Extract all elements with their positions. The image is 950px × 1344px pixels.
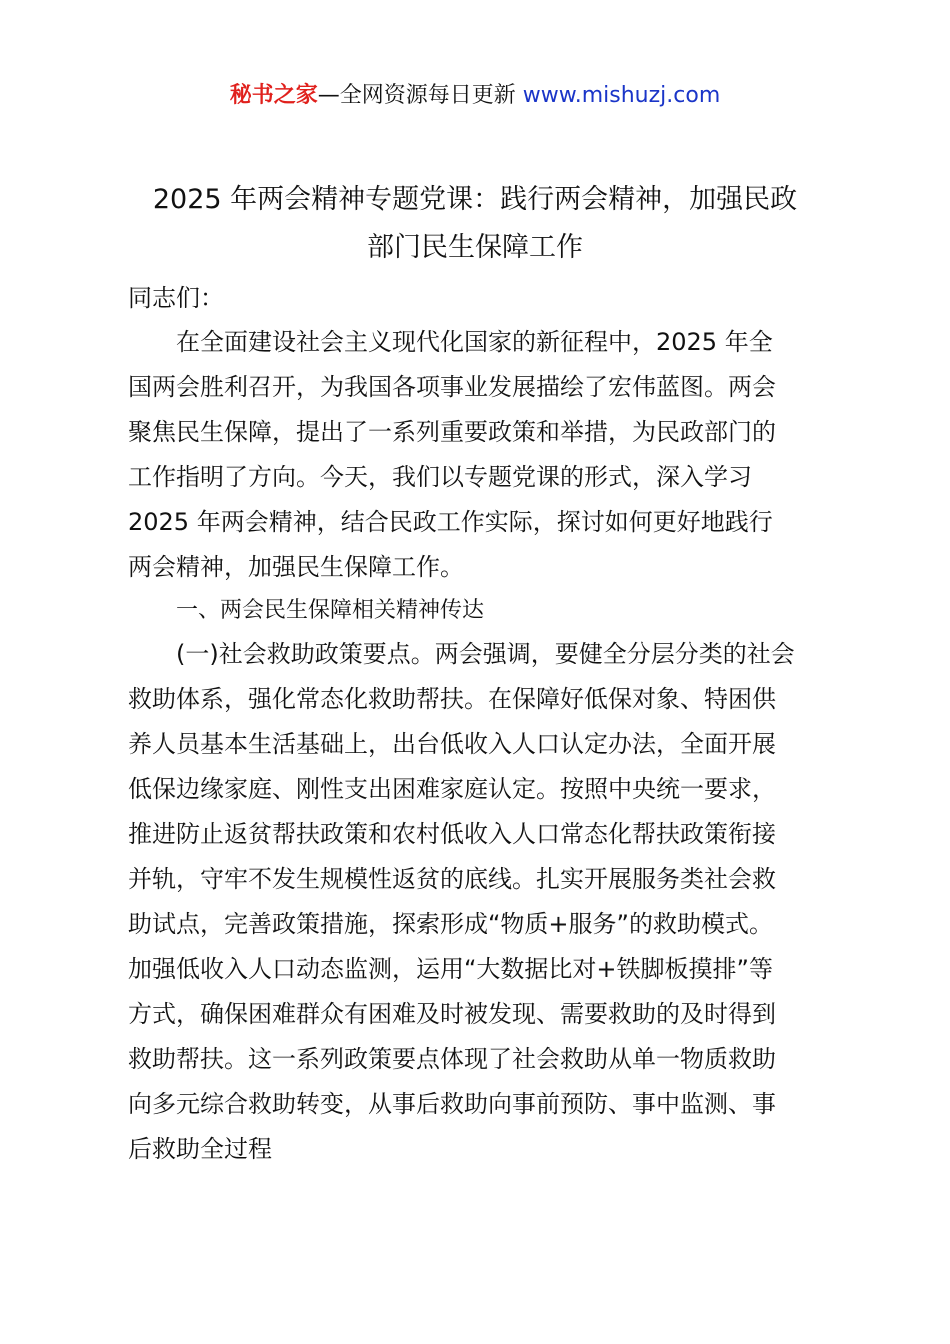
paragraph-line: 两会精神，加强民生保障工作。 bbox=[128, 553, 464, 581]
paragraph-line: 2025 年两会精神，结合民政工作实际，探讨如何更好地践行 bbox=[128, 508, 773, 536]
title-line-2: 部门民生保障工作 bbox=[367, 232, 583, 263]
site-tagline: —全网资源每日更新 bbox=[317, 83, 523, 108]
section-heading bbox=[128, 588, 822, 633]
paragraph-line: 推进防止返贫帮扶政策和农村低收入人口常态化帮扶政策衔接 bbox=[128, 820, 776, 848]
social-assistance-paragraph bbox=[128, 632, 822, 1172]
paragraph-line: 在全面建设社会主义现代化国家的新征程中，2025 年全 bbox=[176, 328, 773, 356]
paragraph-line: 聚焦民生保障，提出了一系列重要政策和举措，为民政部门的 bbox=[128, 418, 776, 446]
section-heading-text: 一、两会民生保障相关精神传达 bbox=[176, 598, 485, 623]
salutation: 同志们： bbox=[128, 284, 224, 312]
paragraph-line: 救助帮扶。这一系列政策要点体现了社会救助从单一物质救助 bbox=[128, 1045, 776, 1073]
paragraph-line: 后救助全过程 bbox=[128, 1135, 272, 1163]
paragraph-line: 加强低收入人口动态监测，运用“大数据比对+铁脚板摸排”等 bbox=[128, 955, 773, 983]
site-url-link[interactable]: www.mishuzj.com bbox=[522, 83, 721, 108]
intro-paragraph bbox=[128, 320, 822, 590]
paragraph-line: 养人员基本生活基础上，出台低收入人口认定办法，全面开展 bbox=[128, 730, 776, 758]
site-header bbox=[0, 80, 950, 112]
paragraph-line: 方式，确保困难群众有困难及时被发现、需要救助的及时得到 bbox=[128, 1000, 776, 1028]
paragraph-line: 救助体系，强化常态化救助帮扶。在保障好低保对象、特困供 bbox=[128, 685, 776, 713]
paragraph-line: 国两会胜利召开，为我国各项事业发展描绘了宏伟蓝图。两会 bbox=[128, 373, 776, 401]
paragraph-line: 并轨，守牢不发生规模性返贫的底线。扎实开展服务类社会救 bbox=[128, 865, 776, 893]
site-brand: 秘书之家 bbox=[229, 83, 318, 108]
paragraph-line: 低保边缘家庭、刚性支出困难家庭认定。按照中央统一要求， bbox=[128, 775, 776, 803]
title-line-1: 2025 年两会精神专题党课：践行两会精神，加强民政 bbox=[152, 184, 798, 215]
paragraph-line: 向多元综合救助转变，从事后救助向事前预防、事中监测、事 bbox=[128, 1090, 776, 1118]
paragraph-line: (一)社会救助政策要点。两会强调，要健全分层分类的社会 bbox=[176, 640, 795, 668]
paragraph-line: 工作指明了方向。今天，我们以专题党课的形式，深入学习 bbox=[128, 463, 752, 491]
paragraph-line: 助试点，完善政策措施，探索形成“物质+服务”的救助模式。 bbox=[128, 910, 773, 938]
document-title bbox=[128, 176, 822, 272]
